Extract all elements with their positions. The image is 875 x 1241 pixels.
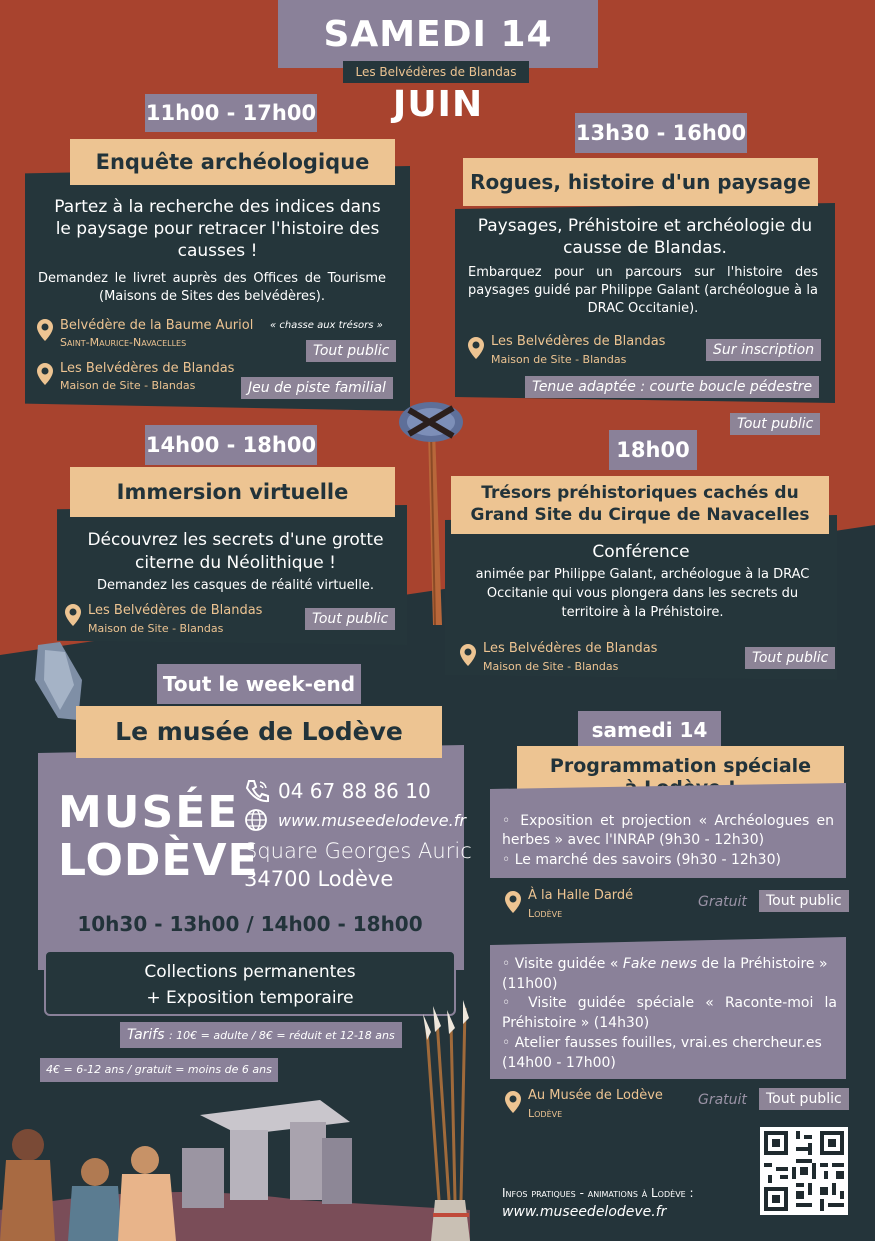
event4-loc-sub: Maison de Site - Blandas — [483, 660, 619, 673]
saturday-title-line1: Programmation spéciale — [549, 755, 812, 777]
tarifs-label: Tarifs — [127, 1027, 165, 1043]
location-pin-icon — [503, 1090, 523, 1114]
event2-tag-inscription: Sur inscription — [706, 339, 821, 361]
event2-body: Embarquez pour un parcours sur l'histoire des paysages guidé par Philippe Galant (archéologue à la DRAC Occitanie). — [468, 265, 818, 316]
lodeve-block2-loc-name: Au Musée de Lodève — [528, 1088, 663, 1103]
phone-icon — [244, 778, 270, 804]
event1-lead: Partez à la recherche des indices dans le paysage pour retracer l'histoire des causses ! — [54, 197, 381, 261]
event2-tag-public: Tout public — [730, 413, 820, 435]
event1-loc1-note: « chasse aux trésors » — [270, 320, 383, 331]
item1-b: de la Préhistoire » (11h00) — [502, 956, 828, 992]
event1-loc2-name: Les Belvédères de Blandas — [60, 361, 235, 376]
item1-em: Fake news — [622, 956, 697, 972]
location-pin-icon — [35, 362, 55, 386]
lodeve-block2-free: Gratuit — [698, 1092, 747, 1108]
event3-loc-sub: Maison de Site - Blandas — [88, 622, 224, 635]
museum-phone: 04 67 88 86 10 — [278, 779, 431, 803]
lodeve-block2-item3: ◦ Atelier fausses fouilles, vrai.es chercheur.es (14h00 - 17h00) — [502, 1035, 822, 1071]
event2-lead: Paysages, Préhistoire et archéologie du causse de Blandas. — [477, 216, 813, 258]
event2-loc-name: Les Belvédères de Blandas — [491, 334, 666, 349]
event4-loc-name: Les Belvédères de Blandas — [483, 641, 658, 656]
page-subtitle: Les Belvédères de Blandas — [343, 61, 529, 83]
lodeve-block1-free: Gratuit — [698, 894, 747, 910]
item1-a: ◦ Visite guidée « — [502, 956, 623, 972]
lodeve-block1-item1: ◦ Exposition et projection « Archéologues en herbes » avec l'INRAP (9h30 - 12h30) — [502, 813, 834, 848]
location-pin-icon — [466, 336, 486, 360]
event4-tag-public: Tout public — [745, 647, 835, 669]
event3-lead: Découvrez les secrets d'une grotte citerne du Néolithique ! — [87, 530, 384, 573]
lodeve-block1-item2: ◦ Le marché des savoirs (9h30 - 12h30) — [502, 852, 781, 868]
page-title: SAMEDI 14 JUIN — [278, 0, 598, 68]
lodeve-block2-item1 — [502, 954, 837, 994]
museum-tarifs-kids: 4€ = 6-12 ans / gratuit = moins de 6 ans — [40, 1058, 278, 1082]
event2-time: 13h30 - 16h00 — [575, 113, 747, 153]
event4-body: animée par Philippe Galant, archéologue à la DRAC Occitanie qui vous plongera dans les secrets du territoire à la Préhistoire. — [475, 567, 810, 620]
arrows-quiver-illustration — [415, 1000, 480, 1241]
lodeve-block1-loc-name: À la Halle Dardé — [528, 888, 634, 903]
museum-logo-line1: MUSÉE — [58, 787, 240, 838]
event1-time: 11h00 - 17h00 — [145, 94, 317, 132]
event2-title: Rogues, histoire d'un paysage — [463, 158, 818, 206]
event4-title: Trésors préhistoriques cachés du Grand Site du Cirque de Navacelles — [451, 476, 829, 534]
event1-loc1-sub: Saint-Maurice-Navacelles — [60, 336, 187, 349]
event2-tag-outfit: Tenue adaptée : courte boucle pédestre — [525, 376, 819, 398]
lodeve-block2-loc-sub: Lodève — [528, 1107, 563, 1120]
museum-address-line1: Square Georges Auric — [244, 839, 472, 863]
weekend-label: Tout le week-end — [157, 664, 361, 704]
lodeve-block2-tag-public: Tout public — [759, 1088, 849, 1110]
web-globe-icon — [244, 808, 270, 832]
location-pin-icon — [35, 318, 55, 342]
event3-loc-name: Les Belvédères de Blandas — [88, 603, 263, 618]
event2-loc-sub: Maison de Site - Blandas — [491, 353, 627, 366]
lodeve-block1-loc-sub: Lodève — [528, 907, 563, 920]
event3-body: Demandez les casques de réalité virtuelle. — [96, 578, 375, 593]
museum-collections-line2: + Exposition temporaire — [146, 988, 354, 1008]
museum-title: Le musée de Lodève — [76, 706, 442, 758]
qr-code-icon[interactable] — [760, 1127, 848, 1215]
museum-website[interactable]: www.museedelodeve.fr — [278, 811, 466, 830]
saturday-label: samedi 14 — [578, 711, 721, 749]
lodeve-block2-item2: ◦ Visite guidée spéciale « Raconte-moi la Préhistoire » (14h30) — [502, 995, 837, 1031]
museum-address-line2: 34700 Lodève — [244, 867, 394, 891]
location-pin-icon — [63, 603, 83, 627]
museum-hours: 10h30 - 13h00 / 14h00 - 18h00 — [77, 912, 423, 936]
museum-tarifs — [120, 1022, 402, 1048]
event1-body: Demandez le livret auprès des Offices de Tourisme (Maisons de Sites des belvédères). — [38, 271, 386, 304]
event3-title: Immersion virtuelle — [70, 467, 395, 517]
lodeve-block1-tag-public: Tout public — [759, 890, 849, 912]
event3-time: 14h00 - 18h00 — [145, 425, 317, 465]
event1-tag-public: Tout public — [306, 340, 396, 362]
event4-lead: Conférence — [592, 542, 690, 562]
event1-loc1-name: Belvédère de la Baume Auriol — [60, 318, 254, 333]
event3-tag-public: Tout public — [305, 608, 395, 630]
museum-logo-line2: LODÈVE — [58, 835, 259, 886]
museum-collections-line1: Collections permanentes — [144, 962, 356, 982]
event1-title: Enquête archéologique — [70, 139, 395, 185]
footer-info: Infos pratiques - animations à Lodève : — [502, 1186, 694, 1200]
footer-website[interactable]: www.museedelodeve.fr — [502, 1204, 667, 1220]
tarifs-adult: : 10€ = adulte / 8€ = réduit et 12-18 ans — [168, 1029, 395, 1042]
location-pin-icon — [503, 890, 523, 914]
event4-time: 18h00 — [609, 430, 697, 470]
event1-loc2-sub: Maison de Site - Blandas — [60, 379, 196, 392]
event1-tag-game: Jeu de piste familial — [241, 377, 393, 399]
location-pin-icon — [458, 643, 478, 667]
